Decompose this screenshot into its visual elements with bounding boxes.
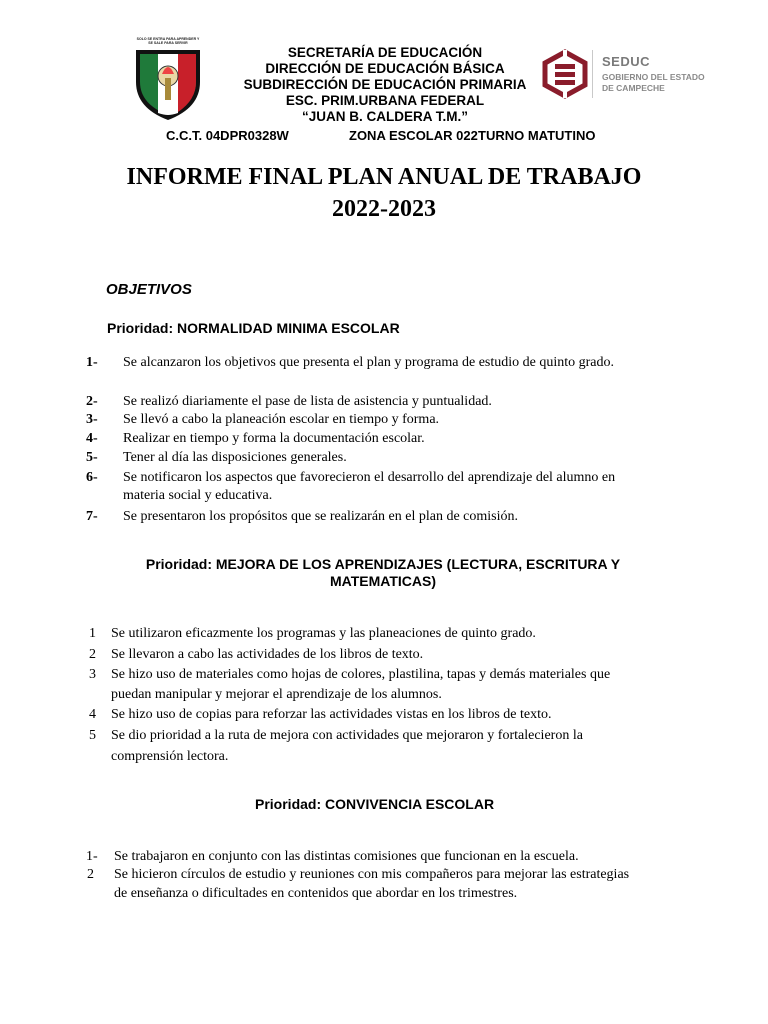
section2-heading-line1: Prioridad: MEJORA DE LOS APRENDIZAJES (LECTURA, ESCRITURA Y [145,556,621,572]
list-item-text: Se dio prioridad a la ruta de mejora con actividades que mejoraron y fortalecieron la [111,728,583,743]
seduc-subtitle [602,72,732,93]
list-item-text-continued: comprensión lectora. [111,749,229,764]
document-year: 2022-2023 [332,196,436,222]
list-item-text-continued: materia social y educativa. [123,488,273,503]
list-item-number: 4 [89,707,96,722]
list-item-number: 6- [86,470,98,485]
school-motto: SOLO SE ENTRA PARA APRENDER Y SE SALE PARA SERVIR [136,37,200,45]
header-escuela-nombre: “JUAN B. CALDERA T.M.” [301,109,468,124]
header-turno: TURNO MATUTINO [478,128,596,143]
list-item-number: 4- [86,431,98,446]
list-item-text: Se notificaron los aspectos que favorecieron el desarrollo del aprendizaje del alumno en [123,470,616,485]
list-item-number: 3 [89,667,96,682]
seduc-subtitle-line1: GOBIERNO DEL ESTADO [602,72,705,82]
seduc-name: SEDUC [602,54,651,69]
list-item-number: 1- [86,355,98,370]
header-secretaria: SECRETARÍA DE EDUCACIÓN [287,45,483,60]
document-title: INFORME FINAL PLAN ANUAL DE TRABAJO [126,164,642,190]
list-item-number: 5 [89,728,96,743]
header-zona: ZONA ESCOLAR 022 [349,128,478,143]
seduc-emblem-icon [537,48,593,100]
list-item-text: Se hizo uso de copias para reforzar las actividades vistas en los libros de texto. [111,707,552,722]
list-item-text: Se trabajaron en conjunto con las distintas comisiones que funcionan en la escuela. [114,849,579,864]
list-item-number: 1 [89,626,96,641]
header-subdireccion: SUBDIRECCIÓN DE EDUCACIÓN PRIMARIA [243,77,527,92]
list-item-text: Se alcanzaron los objetivos que presenta el plan y programa de estudio de quinto grado. [123,355,615,370]
list-item-text: Se utilizaron eficazmente los programas y las planeaciones de quinto grado. [111,626,536,641]
list-item-text: Se realizó diariamente el pase de lista de asistencia y puntualidad. [123,394,492,409]
section3-heading: Prioridad: CONVIVENCIA ESCOLAR [255,796,495,812]
seduc-divider [592,50,593,98]
list-item-number: 3- [86,412,98,427]
list-item-text: Tener al día las disposiciones generales. [123,450,347,465]
list-item-text: Se hicieron círculos de estudio y reuniones con mis compañeros para mejorar las estrategias [114,867,630,882]
list-item-text: Se llevó a cabo la planeación escolar en tiempo y forma. [123,412,440,427]
list-item-number: 5- [86,450,98,465]
header-direccion: DIRECCIÓN DE EDUCACIÓN BÁSICA [265,61,505,76]
section2-heading [118,556,648,590]
list-item-text: Se hizo uso de materiales como hojas de colores, plastilina, tapas y demás materiales que [111,667,611,682]
list-item-text-continued: de enseñanza o dificultades en contenidos que abordar en los trimestres. [114,886,518,901]
section2-heading-line2: MATEMATICAS) [329,573,437,589]
list-item-text: Se llevaron a cabo las actividades de los libros de texto. [111,647,424,662]
list-item-number: 1- [86,849,98,864]
header-escuela-tipo: ESC. PRIM.URBANA FEDERAL [285,93,485,108]
list-item-number: 7- [86,509,98,524]
list-item-text: Realizar en tiempo y forma la documentación escolar. [123,431,425,446]
section1-heading: Prioridad: NORMALIDAD MINIMA ESCOLAR [107,320,400,336]
list-item-number: 2 [89,647,96,662]
list-item-number: 2 [87,867,94,882]
list-item-text: Se presentaron los propósitos que se realizarán en el plan de comisión. [123,509,518,524]
list-item-text-continued: puedan manipular y mejorar el aprendizaje de los alumnos. [111,687,442,702]
objetivos-heading: OBJETIVOS [106,281,192,298]
header-cct: C.C.T. 04DPR0328W [166,128,289,143]
seduc-subtitle-line2: DE CAMPECHE [602,82,665,93]
list-item-number: 2- [86,394,98,409]
